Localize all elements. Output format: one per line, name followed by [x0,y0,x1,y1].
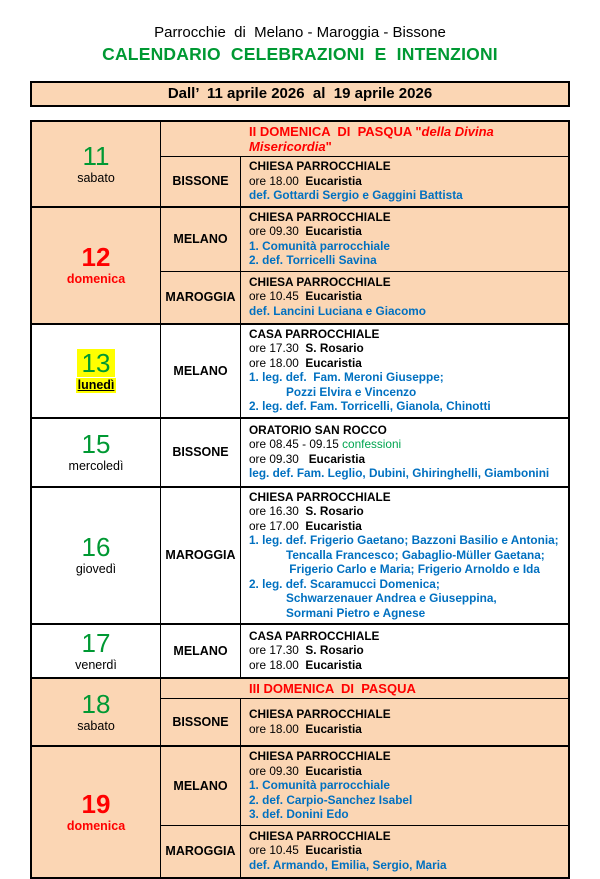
detail-line [249,764,564,779]
date-range-box: Dall’ 11 aprile 2026 al 19 aprile 2026 [30,81,570,107]
detail-text: CASA PARROCCHIALE [249,326,380,341]
detail-line [249,239,564,254]
day-rows [161,679,568,745]
location-label: BISSONE [161,157,241,206]
date-cell [32,625,161,677]
event-details [241,272,568,323]
detail-text: CHIESA PARROCCHIALE [249,274,391,289]
detail-text: confessioni [342,437,402,451]
detail-line [249,606,564,621]
detail-text: ore 09.30 [249,224,306,238]
event-details [241,625,568,677]
detail-text: ore 17.30 [249,643,306,658]
detail-line [249,341,564,356]
detail-line [249,722,564,737]
day-name: sabato [77,719,115,733]
detail-line [249,385,564,400]
detail-line [249,327,564,342]
day-number: 13 [77,349,116,377]
day-name: lunedì [77,377,115,392]
detail-text: S. Rosario [305,341,364,355]
detail-line [249,519,564,534]
detail-line [249,423,564,438]
event-row [161,488,568,624]
detail-text: 2. def. Torricelli Savina [249,253,377,267]
detail-line [249,490,564,505]
date-cell [32,419,161,486]
day-group-13 [32,323,568,417]
detail-text: ore 16.30 [249,504,306,518]
detail-line [249,707,564,722]
detail-line [249,643,564,658]
detail-text: Eucaristia [305,173,362,188]
event-row [161,419,568,486]
detail-text: ore 18.00 [249,657,306,672]
day-name: mercoledì [68,459,124,473]
detail-text: ore 10.45 [249,289,306,304]
event-details [241,208,568,271]
event-details [241,488,568,624]
detail-line [249,778,564,793]
detail-text: ore 10.45 [249,843,306,858]
detail-text: 3. def. Donini Edo [249,807,349,821]
event-details [241,826,568,877]
detail-line [249,210,564,225]
detail-text: def. Gottardi Sergio e Gaggini Battista [249,188,463,202]
day-name: domenica [66,818,126,833]
day-group-11 [32,122,568,206]
day-group-15 [32,417,568,486]
detail-text: 1. leg. def. Frigerio Gaetano; Bazzoni Basilio e Antonia; [249,533,559,547]
day-rows [161,208,568,323]
detail-text: Eucaristia [305,355,362,370]
sunday-header [161,122,568,156]
detail-text: ore 17.30 [249,341,306,355]
detail-line [249,159,564,174]
detail-text: 2. leg. def. Scaramucci Domenica; [249,576,440,591]
detail-text: 1. leg. def. Fam. Meroni Giuseppe; [249,370,444,384]
event-details [241,325,568,417]
detail-line [249,304,564,319]
detail-line [249,466,564,481]
date-cell [32,747,161,877]
detail-line [249,275,564,290]
page-title: Parrocchie di Melano - Maroggia - Bissone [154,24,446,41]
detail-line [249,370,564,385]
detail-line [249,437,564,452]
detail-text: Eucaristia [305,224,362,238]
detail-text: leg. def. Fam. Leglio, Dubini, Ghiringhelli, Giambonini [249,466,550,480]
detail-text: Eucaristia [305,721,362,736]
detail-text: Sormani Pietro e Agnese [286,605,426,620]
detail-text: ore 18.00 [249,721,306,736]
detail-line [249,452,564,467]
event-row [161,271,568,323]
day-number: 17 [81,628,111,658]
detail-line [249,858,564,873]
detail-text: Eucaristia [305,657,362,672]
day-name: venerdì [75,658,117,672]
detail-line [249,749,564,764]
detail-text: CHIESA PARROCCHIALE [249,209,391,224]
detail-line [249,399,564,414]
detail-text: def. Armando, Emilia, Sergio, Maria [249,857,447,872]
detail-text: Eucaristia [305,289,362,304]
detail-text: Eucaristia [308,451,366,466]
detail-line [249,793,564,808]
detail-line [249,548,564,563]
detail-line [249,289,564,304]
detail-text: ORATORIO SAN ROCCO [249,422,387,437]
detail-line [249,533,564,548]
day-number: 18 [81,689,111,719]
detail-text: CHIESA PARROCCHIALE [249,749,391,763]
detail-text: ore 17.00 [249,518,306,533]
detail-line [249,843,564,858]
day-rows [161,419,568,486]
location-label: MELANO [161,747,241,825]
event-row [161,698,568,745]
event-row [161,325,568,417]
detail-text: S. Rosario [305,504,364,518]
location-label: MELANO [161,208,241,271]
event-details [241,699,568,745]
detail-line [249,224,564,239]
detail-text: CHIESA PARROCCHIALE [249,707,391,721]
event-row [161,825,568,877]
location-label: MELANO [161,625,241,677]
detail-line [249,562,564,577]
page-subtitle: CALENDARIO CELEBRAZIONI E INTENZIONI [102,44,498,64]
detail-line [249,658,564,673]
detail-text: ore 18.00 [249,355,306,370]
event-details [241,419,568,486]
day-number: 19 [81,788,111,819]
event-details [241,157,568,206]
day-number: 15 [81,429,111,459]
date-cell [32,208,161,323]
day-name: giovedì [75,562,117,577]
detail-text: 1. Comunità parrocchiale [249,238,390,253]
location-label: BISSONE [161,699,241,745]
detail-text: Tencalla Francesco; Gabaglio-Müller Gaetana; [286,547,545,562]
sunday-header-text: " [325,139,332,154]
detail-text: ore 18.00 [249,173,306,188]
detail-text: 1. Comunità parrocchiale [249,778,390,792]
day-rows [161,747,568,877]
location-label: BISSONE [161,419,241,486]
sunday-header [161,679,568,698]
day-group-12 [32,206,568,323]
detail-text: ore 08.45 - 09.15 [249,437,343,451]
day-group-17 [32,623,568,677]
event-row [161,747,568,825]
sunday-header-text: della Divina Misericordia [249,124,498,154]
day-group-18 [32,677,568,745]
detail-text: 2. leg. def. Fam. Torricelli, Gianola, Chinotti [249,399,491,413]
date-cell [32,122,161,206]
event-row [161,625,568,677]
detail-line [249,174,564,189]
location-label: MAROGGIA [161,826,241,877]
detail-line [249,188,564,203]
detail-text: CHIESA PARROCCHIALE [249,489,391,504]
day-rows [161,325,568,417]
detail-text: Schwarzenauer Andrea e Giuseppina, [286,591,497,605]
day-rows [161,625,568,677]
day-rows [161,488,568,624]
detail-line [249,807,564,822]
detail-line [249,591,564,606]
location-label: MELANO [161,325,241,417]
detail-line [249,504,564,519]
detail-text: Eucaristia [305,843,362,858]
detail-text: Eucaristia [305,763,362,778]
detail-text: CHIESA PARROCCHIALE [249,828,391,843]
detail-text: CASA PARROCCHIALE [249,628,380,643]
event-row [161,208,568,271]
day-group-19 [32,745,568,877]
location-label: MAROGGIA [161,488,241,624]
day-name: sabato [77,170,115,185]
event-details [241,747,568,825]
day-rows [161,122,568,206]
detail-line [249,629,564,644]
detail-text: ore 09.30 [249,763,306,778]
detail-line [249,577,564,592]
detail-line [249,829,564,844]
day-number: 16 [81,532,111,563]
date-cell [32,488,161,624]
detail-text: def. Lancini Luciana e Giacomo [249,303,426,318]
detail-text: Pozzi Elvira e Vincenzo [286,384,417,399]
detail-line [249,253,564,268]
day-number: 12 [81,242,111,272]
day-number: 11 [82,140,110,171]
day-group-16 [32,486,568,624]
sunday-header-text: III DOMENICA DI PASQUA [249,681,416,696]
date-cell [32,325,161,417]
event-row [161,156,568,206]
detail-text: ore 09.30 [249,451,309,466]
detail-line [249,356,564,371]
detail-text: Frigerio Carlo e Maria; Frigerio Arnoldo e Ida [286,562,540,576]
sunday-header-text: II DOMENICA DI PASQUA " [249,124,422,139]
location-label: MAROGGIA [161,272,241,323]
detail-text: Eucaristia [305,518,362,533]
detail-text: CHIESA PARROCCHIALE [249,159,391,173]
detail-text: S. Rosario [305,643,364,658]
detail-text: 2. def. Carpio-Sanchez Isabel [249,792,413,807]
day-name: domenica [66,272,126,286]
calendar-table [30,120,570,879]
date-cell [32,679,161,745]
